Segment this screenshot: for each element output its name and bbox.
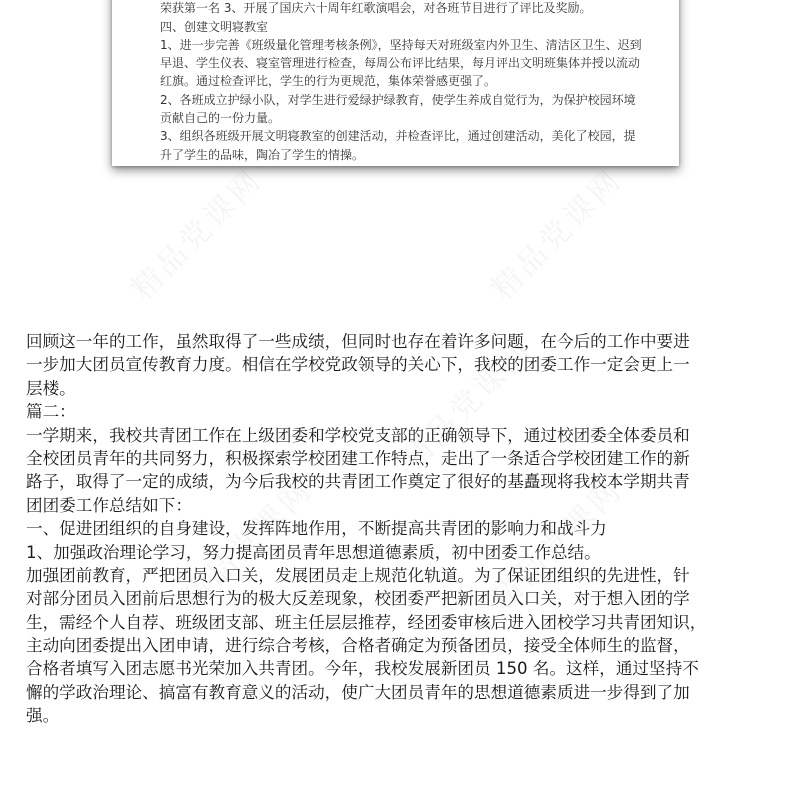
embedded-page-preview (112, 0, 679, 166)
paragraph-line: 强。 (26, 706, 60, 726)
watermark (119, 156, 270, 307)
paragraph-line: 一步加大团员宣传教育力度。相信在学校党政领导的关心下，我校的团委工作一定会更上一 (26, 355, 690, 375)
embedded-line: 红旗。通过检查评比，学生的行为更规范，集体荣誉感更强了。 (160, 74, 497, 89)
watermark (479, 156, 630, 307)
paragraph-line: 路子，取得了一定的成绩，为今后我校的共青团工作奠定了很好的基矗现将我校本学期共青 (26, 472, 690, 492)
embedded-line: 1、进一步完善《班级量化管理考核条例》，坚持每天对班级室内外卫生、清洁区卫生、迟到 (160, 37, 642, 52)
subsection-heading: 1、加强政治理论学习，努力提高团员青年思想道德素质，初中团委工作总结。 (26, 542, 601, 562)
embedded-line: 升了学生的品味，陶冶了学生的情操。 (160, 147, 365, 162)
embedded-line: 2、各班成立护绿小队，对学生进行爱绿护绿教育，使学生养成自觉行为，为保护校园环境 (160, 92, 636, 107)
paragraph-line: 回顾这一年的工作，虽然取得了一些成绩，但同时也存在着许多问题，在今后的工作中要进 (26, 332, 690, 351)
embedded-line: 贡献自己的一份力量。 (160, 111, 281, 126)
embedded-line: 早退、学生仪表、寝室管理进行检查，每周公布评比结果，每月评出文明班集体并授以流动 (160, 56, 641, 71)
paragraph-line: 主动向团委提出入团申请，进行综合考核，合格者确定为预备团员，接受全体师生的监督， (26, 636, 690, 656)
paragraph-line: 一学期来，我校共青团工作在上级团委和学校党支部的正确领导下，通过校团委全体委员和 (26, 425, 690, 445)
section-heading: 篇二： (26, 402, 76, 422)
paragraph-line: 层楼。 (26, 378, 76, 398)
paragraph-line: 团团委工作总结如下： (26, 495, 192, 515)
embedded-line: 四、创建文明寝教室 (160, 19, 269, 34)
paragraph-line: 对部分团员入团前后思想行为的极大反差现象，校团委严把新团员入口关，对于想入团的学 (26, 589, 690, 609)
embedded-line: 荣获第一名 3、开展了国庆六十周年红歌演唱会，对各班节目进行了评比及奖励。 (160, 1, 592, 16)
paragraph-line: 加强团前教育，严把团员入口关，发展团员走上规范化轨道。为了保证团组织的先进性，针 (26, 565, 690, 585)
paragraph-line: 合格者填写入团志愿书光荣加入共青团。今年，我校发展新团员 150 名。这样，通过坚持不 (26, 659, 699, 679)
paragraph-line: 生，需经个人自荐、班级团支部、班主任层层推荐，经团委审核后进入团校学习共青团知识， (26, 612, 707, 632)
paragraph-line: 全校团员青年的共同努力，积极探索学校团建工作特点，走出了一条适合学校团建工作的新 (26, 448, 690, 468)
embedded-line: 3、组织各班级开展文明寝教室的创建活动，并检查评比，通过创建活动，美化了校园，提 (160, 129, 636, 144)
section-heading: 一、促进团组织的自身建设，发挥阵地作用，不断提高共青团的影响力和战斗力 (26, 519, 607, 539)
paragraph-line: 懈的学政治理论、搞富有教育意义的活动，使广大团员青年的思想道德素质进一步得到了加 (26, 682, 690, 702)
embedded-page-text (160, 0, 660, 164)
document-body (26, 330, 778, 728)
